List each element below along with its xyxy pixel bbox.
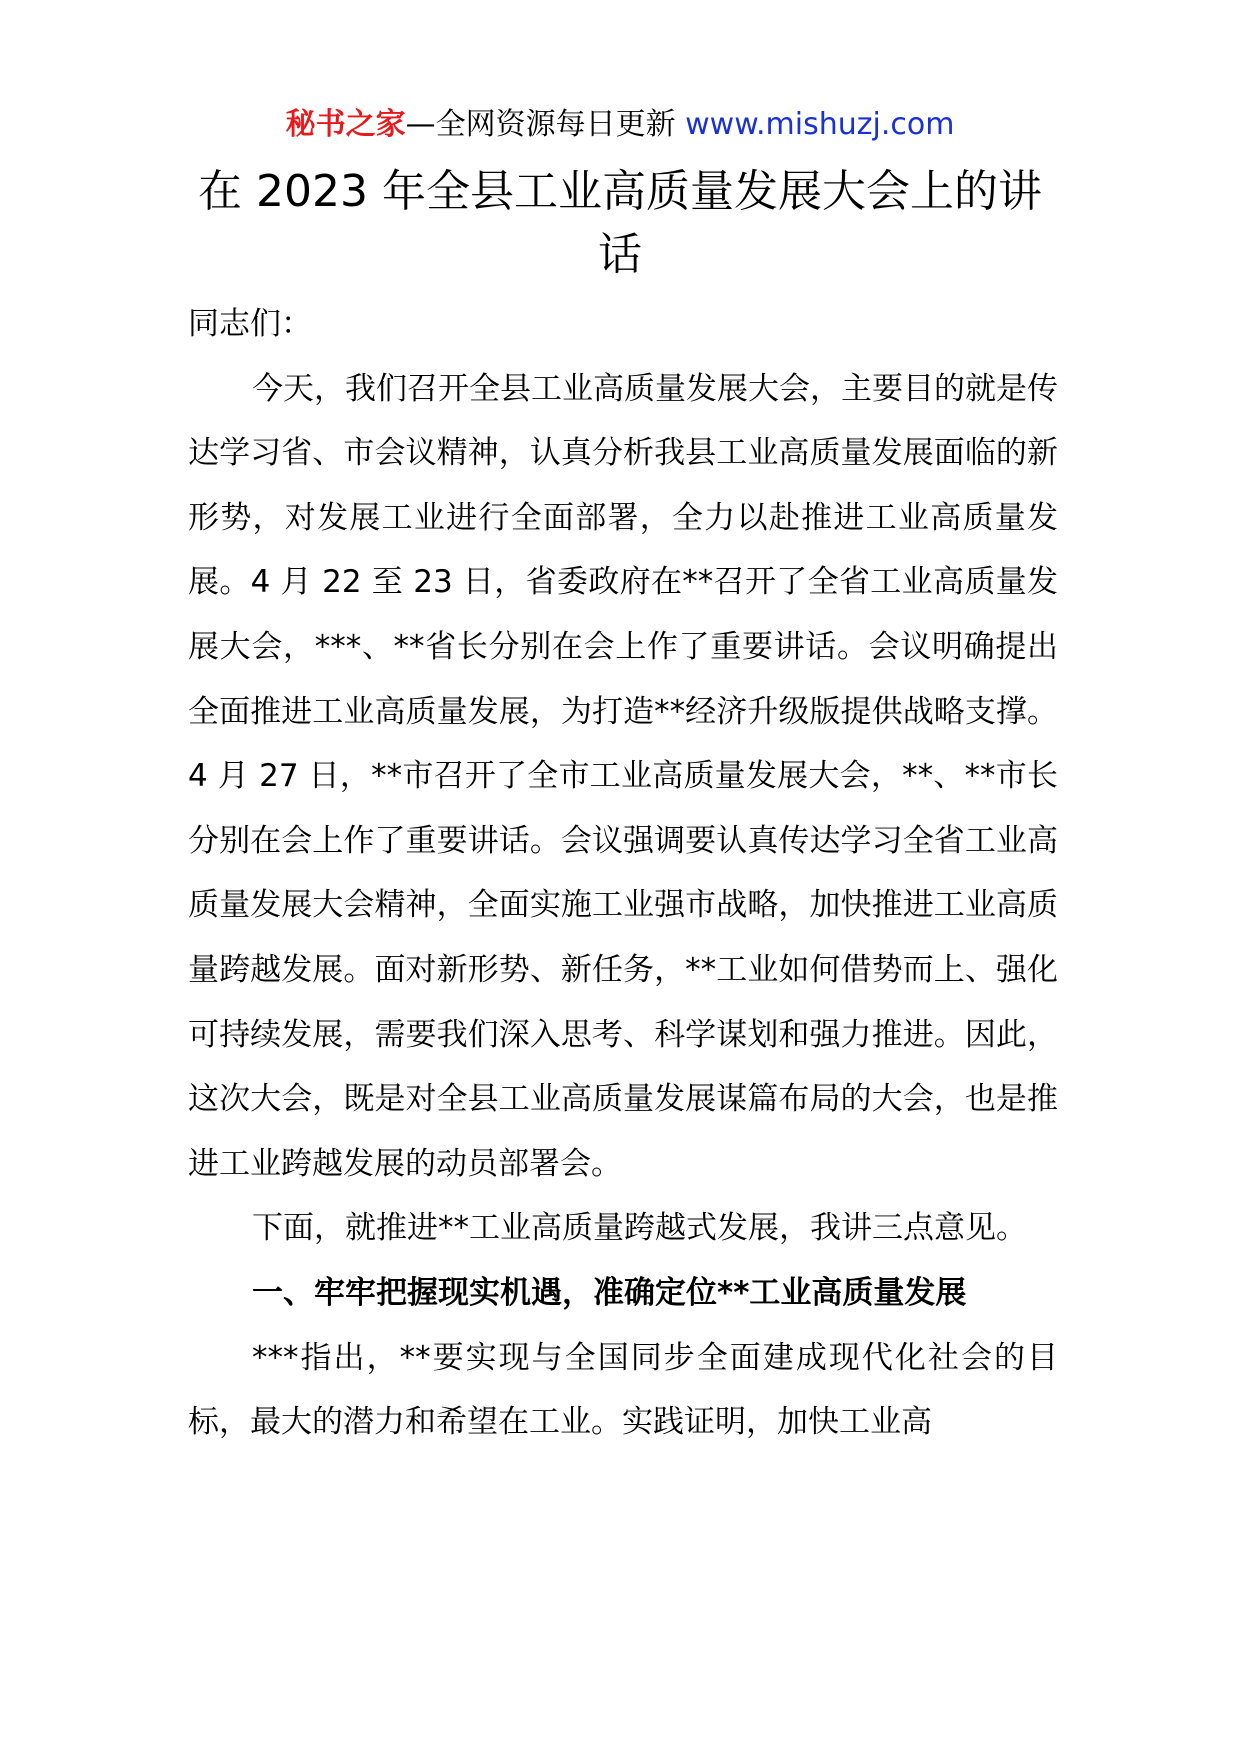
watermark-banner — [0, 100, 1240, 150]
section-heading-1: 一、牢牢把握现实机遇，准确定位**工业高质量发展 — [252, 1274, 967, 1311]
paragraph-outline: 下面，就推进**工业高质量跨越式发展，我讲三点意见。 — [252, 1210, 1027, 1247]
paragraph-section-1: ***指出，**要实现与全国同步全面建成现代化社会的目标，最大的潜力和希望在工业。实践证明，加快工业高 — [188, 1339, 1058, 1441]
watermark-brand: 秘书之家 — [285, 107, 406, 142]
document-body — [188, 292, 1058, 1455]
watermark-url[interactable]: www.mishuzj.com — [685, 107, 955, 142]
salutation: 同志们： — [188, 306, 312, 342]
paragraph-intro: 今天，我们召开全县工业高质量发展大会，主要目的就是传达学习省、市会议精神，认真分析我县工业高质量发展面临的新形势，对发展工业进行全面部署，全力以赴推进工业高质量发展。4 月 22 至 23 日，省委政府在**召开了全省工业高质量发展大会，***、**省长分别在会上作了重要讲话。会议明确提出全面推进工业高质量发展，为打造**经济升级版提供战略支撑。4 月 27 日，**市召开了全市工业高质量发展大会，**、**市长分别在会上作了重要讲话。会议强调要认真传达学习全省工业高质量发展大会精神，全面实施工业强市战略，加快推进工业高质量跨越发展。面对新形势、新任务，**工业如何借势而上、强化可持续发展，需要我们深入思考、科学谋划和强力推进。因此，这次大会，既是对全县工业高质量发展谋篇布局的大会，也是推进工业跨越发展的动员部署会。 — [188, 370, 1058, 1182]
watermark-slogan: —全网资源每日更新 — [405, 107, 686, 142]
document-title: 在 2023 年全县工业高质量发展大会上的讲话 — [198, 166, 1042, 280]
